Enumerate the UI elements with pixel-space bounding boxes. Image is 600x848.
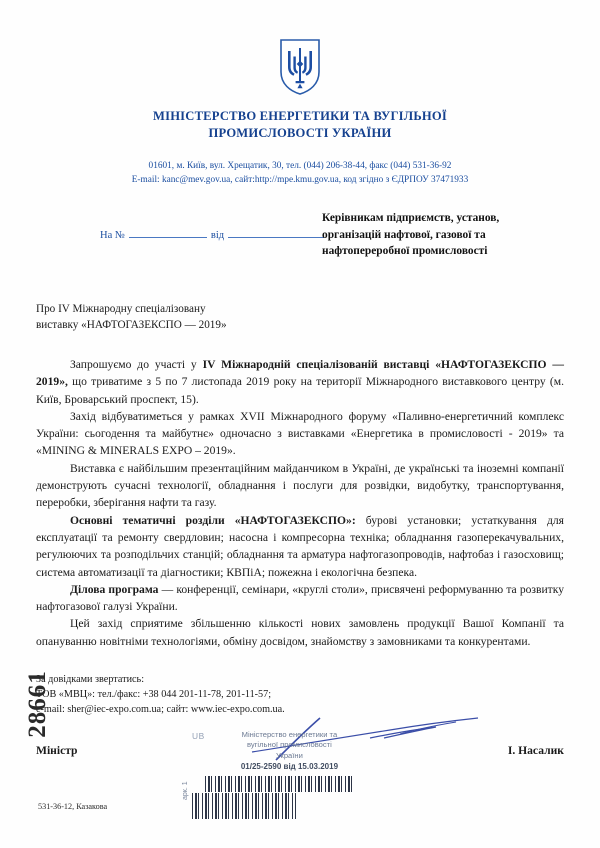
reference-na-label: На № bbox=[100, 230, 125, 241]
signer-position: Міністр bbox=[36, 744, 78, 757]
footer-note: 531-36-12, Казакова bbox=[38, 802, 108, 811]
contact-line1: За довідками звертатись: bbox=[36, 674, 145, 685]
body-paragraph-6: Цей захід сприятиме збільшенню кількості нових замовлень продукції Вашої Компанії та опануванню новітніми технологіями, обміну досвідом, знайомству з замовниками та конкурентами. bbox=[36, 617, 564, 648]
stamp-line3: України bbox=[276, 750, 303, 760]
stamp-org-lines bbox=[211, 730, 368, 773]
contact-line2: ТОВ «МВЦ»: тел./факс: +38 044 201-11-78, 201-11-57; bbox=[36, 689, 272, 701]
body-paragraph-5 bbox=[36, 581, 564, 616]
ministry-title bbox=[70, 108, 530, 142]
signer-name: І. Насалик bbox=[507, 744, 564, 757]
contacts-line1: 01601, м. Київ, вул. Хрещатик, 30, тел. (044) 206-38-44, факс (044) 531-36-92 bbox=[148, 161, 452, 171]
p1-exhibition-name: IV Міжнародній спеціалізованій виставці «НАФТОГАЗЕКСПО — 2019», bbox=[36, 358, 564, 389]
p1-intro: Запрошуємо до участі у bbox=[70, 358, 203, 371]
stamp-line2: вугільної промисловості bbox=[247, 740, 332, 750]
ministry-contacts bbox=[30, 160, 570, 187]
reference-na-field[interactable] bbox=[129, 228, 207, 238]
p5-rest: — конференції, семінари, «круглі столи», присвячені реформуванню та розвитку нафтогазової галузі України. bbox=[36, 582, 565, 614]
stamp-header bbox=[192, 730, 368, 773]
p4-heading: Основні тематичні розділи «НАФТОГАЗЕКСПО»: bbox=[70, 513, 356, 527]
reference-vid-field[interactable] bbox=[228, 228, 324, 238]
addressee-block bbox=[322, 210, 580, 260]
letter-body bbox=[36, 356, 564, 650]
reference-vid-label: від bbox=[210, 230, 225, 241]
contact-details-block bbox=[36, 672, 564, 718]
body-paragraph-2: Захід відбуватиметься у рамках XVII Міжнародного форуму «Паливно-енергетичний комплекс України: сьогодення та майбутнє» одночасно з виставками «Енергетика в промисловості - 2019» та «MINING & MINERALS EXPO – 2019». bbox=[36, 409, 564, 458]
p5-heading: Ділова програма bbox=[70, 582, 159, 596]
contact-line3: e-mail: sher@iec-expo.com.ua; сайт: www.iec-expo.com.ua. bbox=[36, 704, 285, 716]
vertical-registration-number: 28661 bbox=[24, 670, 51, 738]
ministry-title-line1: МІНІСТЕРСТВО ЕНЕРГЕТИКИ ТА ВУГІЛЬНОЇ bbox=[153, 109, 447, 123]
body-paragraph-1 bbox=[36, 356, 564, 408]
body-paragraph-4 bbox=[36, 512, 564, 581]
addressee-line3: нафтопереробної промисловості bbox=[322, 245, 488, 257]
digital-signature-stamp bbox=[192, 730, 368, 792]
p1-rest: що триватиме з 5 по 7 листопада 2019 року на території Міжнародного виставкового центру (м. Київ, Броварський проспект, 15). bbox=[36, 375, 564, 406]
bottom-barcode bbox=[192, 793, 296, 819]
stamp-registration-number: 01/25-2590 від 15.03.2019 bbox=[240, 762, 339, 772]
p4-rest: бурові установки; устаткування для експлуатації та ремонту свердловин; насосна і компресорна техніка; обладнання газоперекачувальних, регулюючих та розподільчих станцій; обладнання та арматура нафтогазопроводів, нафтобаз і газосховищ; система автоматизації та діагностики; КВПіА; пожежна і екологічна безпека. bbox=[36, 513, 564, 579]
addressee-line2: організацій нафтової, газової та bbox=[322, 228, 486, 241]
ukraine-trident-emblem bbox=[279, 38, 321, 96]
stamp-line1: Міністерство енергетики та bbox=[241, 730, 338, 739]
sheet-label: арк. 1 bbox=[182, 781, 189, 800]
bottom-barcode-container bbox=[192, 790, 296, 819]
reference-line bbox=[100, 228, 324, 241]
subject-block bbox=[36, 302, 336, 333]
subject-line1: Про IV Міжнародну спеціалізовану bbox=[36, 303, 206, 315]
addressee-line1: Керівникам підприємств, установ, bbox=[322, 212, 500, 224]
contacts-line2: E-mail: kanc@mev.gov.ua, сайт:http://mpe.kmu.gov.ua, код згідно з ЄДРПОУ 37471933 bbox=[131, 174, 469, 185]
subject-line2: виставку «НАФТОГАЗЕКСПО — 2019» bbox=[36, 318, 227, 331]
ministry-title-line2: ПРОМИСЛОВОСТІ УКРАЇНИ bbox=[208, 126, 392, 140]
stamp-ub-mark: UB bbox=[192, 731, 205, 741]
emblem-container bbox=[0, 38, 600, 96]
body-paragraph-3: Виставка є найбільшим презентаційним майданчиком в Україні, де українські та іноземні компанії демонструють сучасні технології, обладнання і послуги для розвідки, видобутку, транспортування, переробки, зберігання нафти та газу. bbox=[36, 461, 564, 510]
